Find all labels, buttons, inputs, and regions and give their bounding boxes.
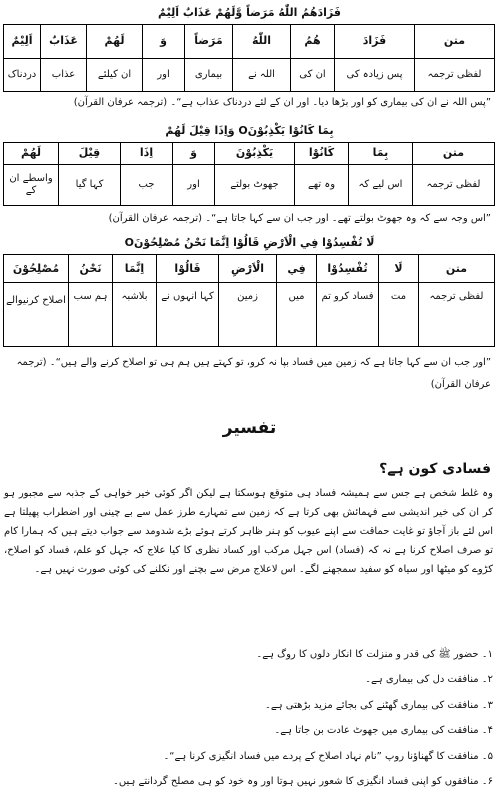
cell: لَا — [379, 255, 419, 283]
cell: قِيْلَ — [59, 143, 121, 165]
cell: بیماری — [185, 58, 233, 92]
cell: عَذَابٌ — [41, 25, 87, 59]
cell: متن — [415, 25, 495, 59]
cell: واسطے ان کے — [4, 164, 59, 205]
cell: اللّٰهُ — [233, 25, 291, 59]
cell: لفظی ترجمہ — [415, 58, 495, 92]
cell: دردناک — [4, 58, 41, 92]
table-row — [4, 283, 495, 347]
cell: لَهُمْ — [4, 143, 59, 165]
list-item: ۴۔ منافقت کی بیماری میں جھوٹ عادت بن جاتا ہے۔ — [274, 725, 493, 737]
cell: قَالُوْا — [157, 255, 219, 283]
cell: يَكْذِبُوْنَ — [215, 143, 295, 165]
cell: اَلِيْمٌ — [4, 25, 41, 59]
cell: متن — [413, 143, 495, 165]
cell: اِذَا — [121, 143, 173, 165]
translation-3: ”اور جب ان سے کہا جاتا ہے کہ زمین میں فساد بپا نہ کرو، تو کہتے ہیں ہم ہی تو اصلاح کرنے والے ہیں“۔ (ترجمہ عرفان القرآن) — [16, 357, 491, 390]
list-item: ۳۔ منافقت کی بیماری گھٹنے کی بجائے مزید بڑھتی ہے۔ — [264, 699, 493, 711]
cell: وہ تھے — [295, 164, 349, 205]
cell: اور — [143, 58, 185, 92]
cell: عذاب — [41, 58, 87, 92]
cell: لَهُمْ — [87, 25, 143, 59]
cell: لفظی ترجمہ — [419, 283, 495, 347]
cell: ان کی — [291, 58, 335, 92]
translation-1: ”پس اللہ نے ان کی بیماری کو اور بڑھا دیا۔ اور ان کے لئے دردناک عذاب ہے“۔ (ترجمہ عرفان القرآن) — [73, 97, 491, 108]
cell: بلاشبہ — [113, 283, 157, 347]
cell: اِنَّمَا — [113, 255, 157, 283]
cell: فساد کرو تم — [317, 283, 379, 347]
table-row — [4, 164, 495, 205]
cell: اس لیے کہ — [349, 164, 413, 205]
cell: تُفْسِدُوْا — [317, 255, 379, 283]
cell: فَزَادَ — [335, 25, 415, 59]
translation-2: ”اس وجہ سے کہ وہ جھوٹ بولتے تھے۔ اور جب ان سے کہا جاتا ہے“۔ (ترجمہ عرفان القرآن) — [108, 213, 491, 224]
cell: بِمَا — [349, 143, 413, 165]
cell: اللہ نے — [233, 58, 291, 92]
cell: كَانُوْا — [295, 143, 349, 165]
cell: هُمُ — [291, 25, 335, 59]
cell: میں — [277, 283, 317, 347]
cell: مت — [379, 283, 419, 347]
cell: وَ — [173, 143, 215, 165]
list-item: ۲۔ منافقت دل کی بیماری ہے۔ — [365, 674, 493, 686]
cell: پس زیادہ کی — [335, 58, 415, 92]
cell: فِي — [277, 255, 317, 283]
table-row — [4, 58, 495, 92]
ayah-3: لَا تُفْسِدُوْا فِي الْاَرْضِ قَالُوْا اِنَّمَا نَحْنُ مُصْلِحُوْنَO — [124, 236, 375, 249]
cell: جب — [121, 164, 173, 205]
cell: ہم سب — [69, 283, 113, 347]
points-list — [13, 642, 493, 794]
cell: وَ — [143, 25, 185, 59]
cell: اور — [173, 164, 215, 205]
table-row — [4, 255, 495, 283]
list-item: ۵۔ منافقت کا گھناؤنا روپ ”نام نہاد اصلاح کے پردے میں فساد انگیزی کرنا ہے“۔ — [163, 750, 493, 762]
cell: لفظی ترجمہ — [413, 164, 495, 205]
ayah-1: فَزَادَهُمُ اللّٰهُ مَرَضاً وَّلَهُمْ عَذَابٌ اَلِيْمٌ — [158, 6, 341, 19]
subheading: فسادی کون ہے؟ — [379, 461, 491, 477]
cell: الْاَرْضِ — [219, 255, 277, 283]
list-item: ۱۔ حضور ﷺ کی قدر و منزلت کا انکار دلوں کا روگ ہے۔ — [256, 649, 493, 660]
cell: متن — [419, 255, 495, 283]
cell: مُصْلِحُوْنَ — [4, 255, 69, 283]
ayah-2: بِمَا كَانُوْا يَكْذِبُوْنَO وَاِذَا قِيْلَ لَهُمْ — [165, 124, 334, 137]
body-paragraph: وہ غلط شخص ہے جس سے ہمیشہ فساد ہی متوقع ہوسکتا ہے لیکن اگر کوئی خیر خواہی کے جذبہ سے مجبور ہو کر ان کی خیر اندیشی سے فہمائش بھی کرتا ہے کہ زمین سے تمہارے طرز عمل سے بے چینی اور اضطراب پھیلتا ہے اس لئے باز آجاؤ تو غایت حماقت سے اپنے عیوب کو ہنر ظاہر کرتے ہوئے بڑے شدومد سے جواب دیتے ہیں کہ ہمارا کام تو صرف اصلاح کرنا ہے نہ کہ (فساد) اس جہل مرکب اور کساد نظری کا کیا علاج کہ جہل کو علم، فساد کو اصلاح، کڑوے کو میٹھا اور سیاہ کو سفید سمجھنے لگے۔ اس لاعلاج مرض سے بچنے اور نکلنے کی کوئی صورت نہیں ہے۔ — [4, 488, 493, 575]
table-row — [4, 143, 495, 165]
cell: کہا انہوں نے — [157, 283, 219, 347]
cell: جھوٹ بولتے — [215, 164, 295, 205]
cell: مَرَضاً — [185, 25, 233, 59]
cell: زمین — [219, 283, 277, 347]
word-table-1 — [3, 24, 495, 92]
cell: اصلاح کرنیوالے — [4, 283, 69, 347]
tafseer-heading: تفسیر — [222, 418, 277, 438]
cell: ان کیلئے — [87, 58, 143, 92]
word-table-3 — [3, 254, 495, 347]
word-table-2 — [3, 142, 495, 206]
table-row — [4, 25, 495, 59]
list-item: ۶۔ منافقوں کو اپنی فساد انگیزی کا شعور نہیں ہوتا اور وہ خود کو ہی مصلح گردانتے ہیں۔ — [112, 775, 493, 787]
cell: کہا گیا — [59, 164, 121, 205]
cell: نَحْنُ — [69, 255, 113, 283]
